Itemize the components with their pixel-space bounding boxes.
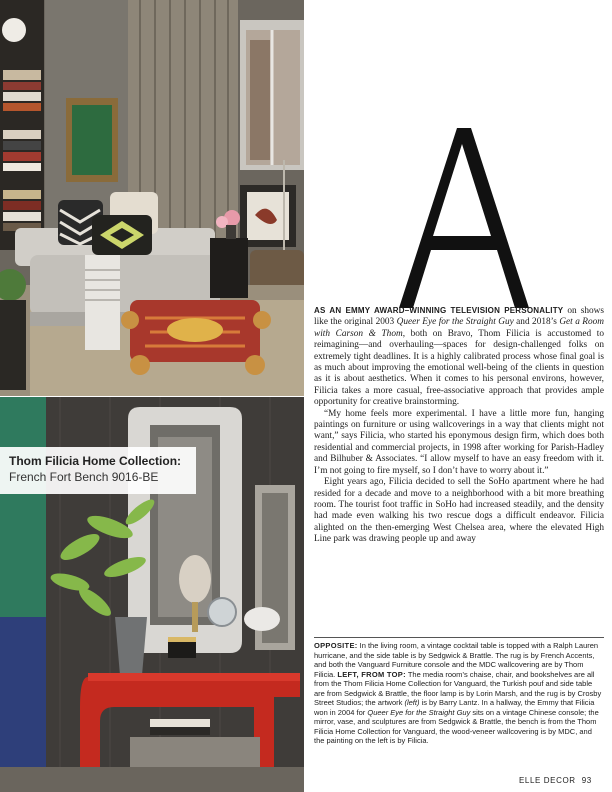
- credits-left-italic: (left): [404, 698, 420, 707]
- page-folio: [519, 776, 592, 785]
- credits-opposite-label: OPPOSITE:: [314, 641, 358, 650]
- media-room-illustration: [0, 0, 304, 396]
- page-number: 93: [581, 776, 592, 785]
- credits-divider: [314, 637, 604, 638]
- credits-left-text-c: sits on a vintage Chinese console; the mirror, vase, and sculptures are from Sedgwick & Brattle, the bench is from the Thom Filicia Home Collection for Vanguard, the wood-veneer wallcovering is by MDC, and the painting on the left is by Filicia.: [314, 707, 599, 745]
- p1-text-b: and 2018’s: [513, 317, 560, 328]
- p1-title-queer-eye: Queer Eye for the Straight Guy: [396, 317, 514, 328]
- product-caption: [0, 447, 196, 494]
- p1-text-c: , both on Bravo, Thom Filicia is accustomed to reimagining—and overhauling—spaces for design-challenged folks on extremely tight deadlines. It is a highly calibrated process whose final goal is as much about improving the emotional well-being of the clients in question as it is about aesthetics. When it comes to his personal environs, however, Filicia takes a more casual, free-associative approach that provides ample opportunity for creative brainstorming.: [314, 328, 604, 408]
- drop-cap-text: A: [399, 128, 400, 129]
- article-body: [314, 305, 604, 546]
- paragraph-3: Eight years ago, Filicia decided to sell the SoHo apartment where he had resided for a decade and move to a neighborhood with a bit more breathing room. The tourist foot traffic in SoHo had increased steadily, and the density had made even walking his two rescue dogs a difficult endeavor. Filicia alighted on the then-emerging West Chelsea area, where the elevated High Line park was drawing people up and away: [314, 477, 604, 545]
- credits-left-italic-2: Queer Eye for the Straight Guy: [367, 707, 471, 717]
- paragraph-2: “My home feels more experimental. I have a little more fun, hanging paintings on furniture or using wallcoverings in a way that clients might not want,” says Filicia, who started his eponymous design firm, which does both residential and commercial projects, in 1998 after working for Parish-Hadley and Bilhuber & Associates. “I allow myself to have an easy freedom with it. I’m not going to fire myself, so I don’t have to worry about it.”: [314, 408, 604, 476]
- credits-left-text-b: is by Barry Lantz. In a hallway, the Emmy that Filicia won in 2004 for: [314, 698, 595, 717]
- p1-title-get-a-room: Get a Room with Carson & Thom: [314, 317, 604, 339]
- drop-cap-letter: [399, 128, 529, 308]
- media-room-photo: [0, 0, 304, 396]
- paragraph-1: [314, 305, 604, 409]
- p1-text-a: on shows like the original 2003: [314, 306, 604, 328]
- credits-left-text-a: The media room’s chaise, chair, and bookshelves are all from the Thom Filicia Home Collection for Vanguard, the Turkish pouf and side table are from Sedgwick & Brattle, the floor lamp is by Lorin Marsh, and the rug is by Crosby Street Studios; the artwork: [314, 669, 602, 707]
- lead-caps: AS AN EMMY AWARD–WINNING TELEVISION PERSONALITY: [314, 306, 564, 315]
- magazine-name: ELLE DECOR: [519, 776, 576, 785]
- photo-credits: [314, 641, 604, 746]
- caption-title: Thom Filicia Home Collection:: [9, 454, 182, 468]
- credits-left-label: LEFT, FROM TOP:: [337, 669, 406, 679]
- credits-opposite-text: In the living room, a vintage cocktail table is topped with a Ralph Lauren hurricane, and the side table is by Sedgwick & Brattle. The rug is by French Accents, and both the Vanguard Furniture console and the MDC wallcovering are by Thom Filicia.: [314, 641, 599, 679]
- caption-product: French Fort Bench 9016-BE: [9, 470, 159, 484]
